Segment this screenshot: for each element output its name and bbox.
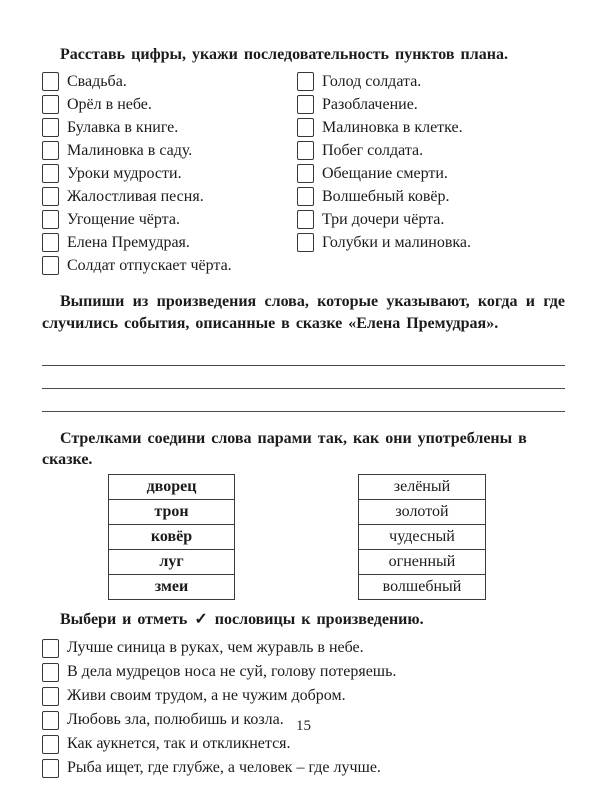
plan-right-column xyxy=(297,70,565,277)
plan-item-row xyxy=(297,162,565,185)
sequence-number-box[interactable] xyxy=(42,233,59,252)
page-number: 15 xyxy=(296,718,311,734)
plan-item-label: Волшебный ковёр. xyxy=(322,187,450,205)
sequence-number-box[interactable] xyxy=(42,187,59,206)
plan-item-row xyxy=(42,116,297,139)
proverb-label: В дела мудрецов носа не суй, голову потеряешь. xyxy=(67,663,397,680)
task2-title: Выпиши из произведения слова, которые указывают, когда и где случились события, описанные в сказке «Елена Премудрая». xyxy=(42,293,565,332)
proverb-row xyxy=(42,636,565,660)
proverb-checkbox[interactable] xyxy=(42,663,59,682)
plan-item-row xyxy=(42,254,297,277)
noun-cell[interactable]: дворец xyxy=(108,475,235,500)
adjective-cell[interactable]: чудесный xyxy=(358,525,486,550)
proverb-label: Лучше синица в руках, чем журавль в небе. xyxy=(67,639,364,656)
plan-item-label: Жалостливая песня. xyxy=(67,187,204,205)
proverb-checkbox[interactable] xyxy=(42,735,59,754)
sequence-number-box[interactable] xyxy=(297,164,314,183)
plan-item-label: Малиновка в саду. xyxy=(67,141,193,159)
proverb-row xyxy=(42,660,565,684)
plan-item-label: Свадьба. xyxy=(67,72,127,90)
proverb-row xyxy=(42,684,565,708)
noun-cell[interactable]: трон xyxy=(108,500,235,525)
plan-item-label: Булавка в книге. xyxy=(67,118,179,136)
proverb-checkbox[interactable] xyxy=(42,687,59,706)
sequence-number-box[interactable] xyxy=(297,210,314,229)
noun-cell[interactable]: луг xyxy=(108,550,235,575)
plan-item-row xyxy=(42,139,297,162)
task3-title: Стрелками соедини слова парами так, как они употреблены в сказке. xyxy=(42,430,527,468)
sequence-number-box[interactable] xyxy=(42,72,59,91)
plan-item-label: Угощение чёрта. xyxy=(67,210,180,228)
sequence-number-box[interactable] xyxy=(42,118,59,137)
proverb-checkbox[interactable] xyxy=(42,759,59,778)
plan-item-label: Три дочери чёрта. xyxy=(322,210,445,228)
plan-item-row xyxy=(42,185,297,208)
proverb-label: Любовь зла, полюбишь и козла. xyxy=(67,711,284,728)
proverb-label: Как аукнется, так и откликнется. xyxy=(67,735,291,752)
adjective-cell[interactable]: огненный xyxy=(358,550,486,575)
plan-left-column xyxy=(42,70,297,277)
sequence-number-box[interactable] xyxy=(42,256,59,275)
proverbs-list xyxy=(42,636,565,780)
proverb-label: Живи своим трудом, а не чужим добром. xyxy=(67,687,346,704)
task4-title-end: пословицы к произведению. xyxy=(214,611,424,628)
checkmark-icon: ✓ xyxy=(194,611,208,628)
answer-line[interactable] xyxy=(42,389,565,412)
sequence-number-box[interactable] xyxy=(42,210,59,229)
plan-item-row xyxy=(297,93,565,116)
adjective-cell[interactable]: зелёный xyxy=(358,475,486,500)
sequence-number-box[interactable] xyxy=(297,72,314,91)
plan-item-label: Разоблачение. xyxy=(322,95,418,113)
plan-item-row xyxy=(297,70,565,93)
plan-item-label: Солдат отпускает чёрта. xyxy=(67,256,232,274)
plan-item-label: Побег солдата. xyxy=(322,141,424,159)
proverb-row xyxy=(42,756,565,780)
noun-cell[interactable]: ковёр xyxy=(108,525,235,550)
sequence-number-box[interactable] xyxy=(297,233,314,252)
plan-item-label: Уроки мудрости. xyxy=(67,164,182,182)
plan-item-row xyxy=(297,116,565,139)
adjective-cell[interactable]: волшебный xyxy=(358,575,486,600)
plan-item-row xyxy=(42,231,297,254)
sequence-number-box[interactable] xyxy=(297,141,314,160)
plan-item-row xyxy=(42,70,297,93)
plan-items-columns xyxy=(42,70,565,277)
task4-title-start: Выбери и отметь xyxy=(60,611,188,628)
plan-item-label: Голод солдата. xyxy=(322,72,422,90)
answer-lines xyxy=(42,343,565,412)
nouns-table xyxy=(108,474,235,600)
sequence-number-box[interactable] xyxy=(42,164,59,183)
plan-item-row xyxy=(297,231,565,254)
plan-item-label: Елена Премудрая. xyxy=(67,233,190,251)
sequence-number-box[interactable] xyxy=(42,141,59,160)
plan-item-label: Орёл в небе. xyxy=(67,95,152,113)
plan-item-row xyxy=(297,208,565,231)
plan-item-row xyxy=(42,162,297,185)
sequence-number-box[interactable] xyxy=(297,95,314,114)
sequence-number-box[interactable] xyxy=(297,187,314,206)
noun-cell[interactable]: змеи xyxy=(108,575,235,600)
plan-item-label: Обещание смерти. xyxy=(322,164,448,182)
plan-item-label: Голубки и малиновка. xyxy=(322,233,471,251)
plan-item-label: Малиновка в клетке. xyxy=(322,118,463,136)
page-content xyxy=(42,44,565,780)
plan-item-row xyxy=(42,93,297,116)
proverb-label: Рыба ищет, где глубже, а человек – где лучше. xyxy=(67,759,381,776)
task4-title xyxy=(42,609,565,630)
adjective-cell[interactable]: золотой xyxy=(358,500,486,525)
answer-line[interactable] xyxy=(42,343,565,366)
plan-item-row xyxy=(42,208,297,231)
plan-item-row xyxy=(297,139,565,162)
proverb-row xyxy=(42,732,565,756)
task1-title: Расставь цифры, укажи последовательность пунктов плана. xyxy=(60,46,508,63)
adjectives-table xyxy=(358,474,486,600)
plan-item-row xyxy=(297,185,565,208)
match-tables xyxy=(42,474,565,600)
sequence-number-box[interactable] xyxy=(297,118,314,137)
sequence-number-box[interactable] xyxy=(42,95,59,114)
proverb-checkbox[interactable] xyxy=(42,639,59,658)
answer-line[interactable] xyxy=(42,366,565,389)
